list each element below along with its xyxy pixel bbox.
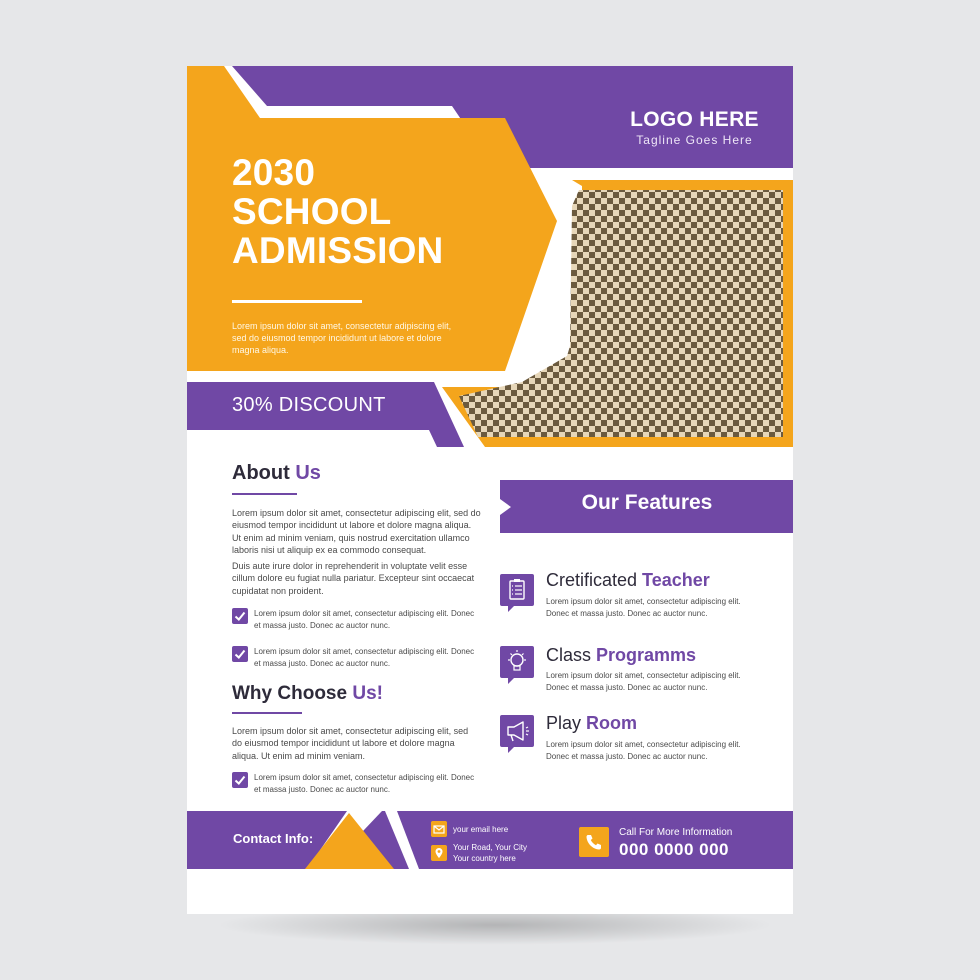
hero-title	[232, 153, 443, 270]
feature-title-2-plain: Class	[546, 645, 597, 665]
location-pin-icon	[431, 845, 447, 861]
why-paragraph: Lorem ipsum dolor sit amet, consectetur adipiscing elit, sed do eiusmod tempor incididunt ut labore et dolore magna aliqua. Ut enim ad minim veniam.	[232, 726, 469, 761]
lightbulb-icon	[500, 646, 534, 684]
admission-flyer	[187, 66, 793, 914]
about-paragraph-1: Lorem ipsum dolor sit amet, consectetur adipiscing elit, sed do eiusmod tempor incididunt ut labore et dolore magna aliqua. Ut enim ad minim veniam, quis nostrud exercitation ullamco laboris nisi ut aliquip ex ea commodo consequat.	[232, 508, 481, 555]
logo-title: LOGO HERE	[630, 108, 759, 131]
about-underline	[232, 493, 297, 495]
hero-title-line-2: SCHOOL	[232, 191, 392, 232]
feature-title-1-plain: Cretificated	[546, 570, 643, 590]
email-icon	[431, 821, 447, 837]
feature-title-1-accent: Teacher	[642, 570, 710, 590]
contact-address	[453, 843, 527, 864]
why-underline	[232, 712, 302, 714]
megaphone-icon	[500, 715, 534, 753]
why-title-plain: Why Choose	[232, 683, 353, 704]
about-title-accent: Us	[295, 462, 321, 484]
why-title-accent: Us!	[352, 683, 383, 704]
why-title	[232, 683, 383, 705]
about-title	[232, 462, 321, 485]
about-check-text-1: Lorem ipsum dolor sit amet, consectetur adipiscing elit. Donec et massa justo. Donec ac auctor nunc.	[254, 609, 475, 630]
call-label: Call For More Information	[619, 827, 733, 838]
contact-address-line-2: Your country here	[453, 853, 516, 863]
phone-icon	[579, 827, 609, 857]
check-icon	[232, 772, 248, 788]
logo-tagline: Tagline Goes Here	[636, 133, 753, 147]
clipboard-icon	[500, 574, 534, 612]
features-title: Our Features	[581, 491, 713, 514]
hero-body: Lorem ipsum dolor sit amet, consectetur adipiscing elit, sed do eiusmod tempor incididunt ut labore et dolore magna aliqua.	[232, 321, 452, 355]
check-icon	[232, 646, 248, 662]
hero-divider	[232, 300, 362, 303]
hero-title-line-1: 2030	[232, 152, 316, 193]
feature-title-3-accent: Room	[586, 713, 638, 733]
about-paragraph-2: Duis aute irure dolor in reprehenderit in voluptate velit esse cillum dolore eu fugiat nulla pariatur. Excepteur sint occaecat cupidatat non proident.	[232, 561, 475, 596]
feature-title-3-plain: Play	[546, 713, 587, 733]
feature-body-1: Lorem ipsum dolor sit amet, consectetur adipiscing elit. Donec et massa justo. Donec ac auctor nunc.	[546, 597, 741, 618]
hero-title-line-3: ADMISSION	[232, 230, 444, 271]
phone-number: 000 0000 000	[619, 840, 729, 859]
feature-title-3	[546, 713, 637, 734]
about-title-plain: About	[232, 462, 296, 484]
discount-label: 30% DISCOUNT	[232, 394, 386, 416]
contact-label: Contact Info:	[233, 831, 314, 846]
contact-address-line-1: Your Road, Your City	[453, 843, 527, 852]
feature-title-1	[546, 570, 710, 591]
feature-title-2	[546, 645, 696, 666]
why-check-text: Lorem ipsum dolor sit amet, consectetur adipiscing elit. Donec et massa justo. Donec ac auctor nunc.	[254, 773, 475, 794]
feature-title-2-accent: Programms	[596, 645, 697, 665]
check-icon	[232, 608, 248, 624]
feature-body-2: Lorem ipsum dolor sit amet, consectetur adipiscing elit. Donec et massa justo. Donec ac auctor nunc.	[546, 671, 741, 692]
about-check-text-2: Lorem ipsum dolor sit amet, consectetur adipiscing elit. Donec et massa justo. Donec ac auctor nunc.	[254, 647, 475, 668]
contact-email: your email here	[453, 825, 509, 834]
feature-body-3: Lorem ipsum dolor sit amet, consectetur adipiscing elit. Donec et massa justo. Donec ac auctor nunc.	[546, 740, 741, 761]
